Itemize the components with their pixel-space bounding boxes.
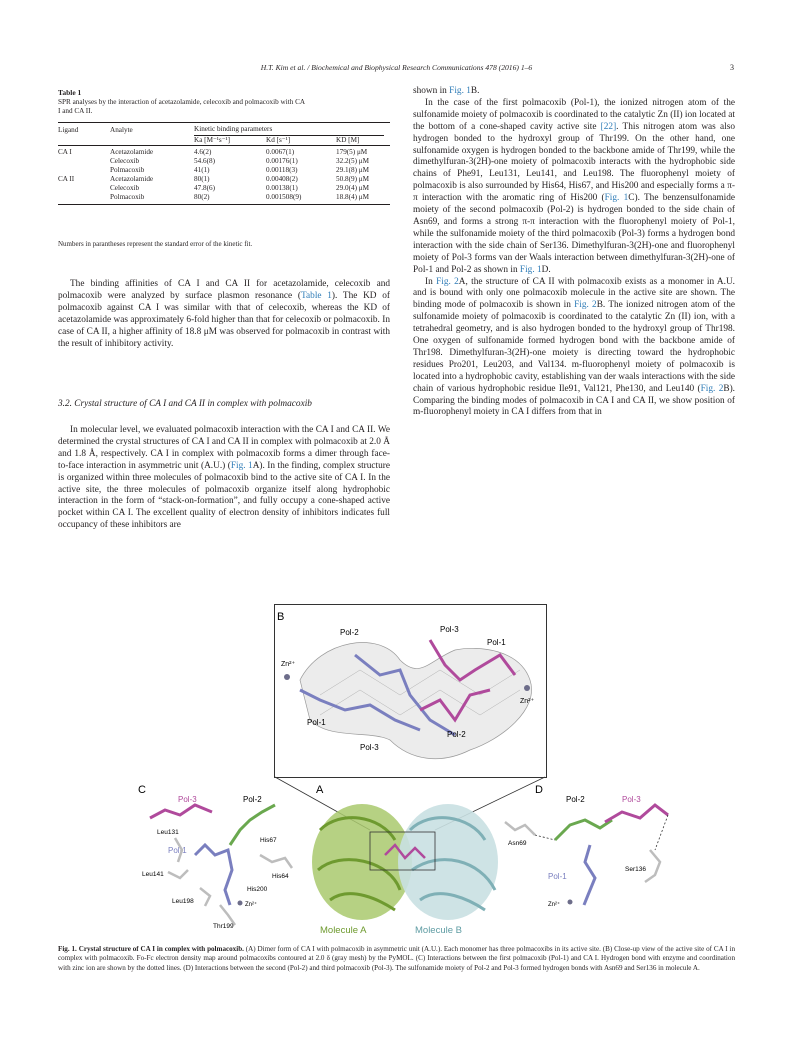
- head-analyte: Analyte: [110, 126, 133, 134]
- spr-table: [58, 122, 390, 205]
- zinc-ion-b1: [284, 674, 290, 680]
- pol1-sticks-c: [195, 845, 232, 905]
- pol2-label: Pol-2: [243, 795, 262, 804]
- res-his200-label: His200: [247, 886, 268, 893]
- panel-b-label: B: [277, 611, 285, 623]
- panel-d-label: D: [535, 784, 543, 796]
- pol2-label: Pol-2: [340, 628, 359, 637]
- zn-label: Zn²⁺: [281, 661, 296, 668]
- table-label: Table 1: [58, 88, 82, 97]
- molecule-b-structure: [398, 804, 498, 920]
- pol3-sticks-c: [150, 805, 212, 818]
- table-row: Celecoxib 54.6(8) 0.00176(1) 32.2(5) μM: [110, 157, 370, 165]
- head-kinetic-group: [194, 123, 390, 137]
- head-KD: KD [M]: [336, 136, 360, 144]
- left-para-1: The binding affinities of CA I and CA II for acetazolamide, celecoxib and polmacoxib were analyzed by surface plasmon resonance (Table 1). The KD of polmacoxib against CA I was similar with that of celecoxib, whereas the KD of acetazolamide was approximately 6-fold higher than that for celecoxib or polmacoxib. In case of CA II, a higher affinity of 18.8 μM was observed for polmacoxib in contrast with the result of inhibitory activity.: [58, 279, 390, 349]
- table-caption-line1: SPR analyses by the interaction of acetazolamide, celecoxib and polmacoxib with CA: [58, 98, 306, 106]
- res-leu141-label: Leu141: [142, 871, 164, 878]
- zinc-ion-d: [568, 900, 573, 905]
- panel-c-label: C: [138, 784, 146, 796]
- head-ligand: Ligand: [58, 126, 79, 134]
- res-asn69-label: Asn69: [508, 840, 527, 847]
- table1-link[interactable]: Table 1: [301, 290, 332, 301]
- table-row: Polmacoxib 41(1) 0.00118(3) 29.1(8) μM: [110, 166, 370, 174]
- fig2-link[interactable]: Fig. 2: [574, 300, 597, 311]
- fig1-link[interactable]: Fig. 1: [519, 264, 542, 275]
- table-note: Numbers in parantheses represent the standard error of the kinetic fit.: [58, 240, 253, 248]
- table-caption-line2: I and CA II.: [58, 107, 93, 115]
- zn-label: Zn²⁺: [548, 902, 561, 908]
- fig1-link[interactable]: Fig. 1: [604, 193, 629, 204]
- res-leu131-label: Leu131: [157, 829, 179, 836]
- figure-caption: [58, 945, 735, 973]
- pol2-label: Pol-2: [447, 730, 466, 739]
- pol3-label: Pol-3: [440, 625, 459, 634]
- pol2-sticks-d: [555, 820, 612, 840]
- left-para-2: In molecular level, we evaluated polmacoxib interaction with the CA I and CA II. We determined the crystal structures of CA I and CA II in complex with polmacoxib at 2.0 Å and 1.8 Å, respectively. CA I in complex with polmacoxib forms a dimer through face-to-face interaction in asymmetric unit (A.U.) (Fig. 1A). In the finding, complex structure is organized within three molecules of polmacoxib bind to the active site of CA I. In the active site, the three molecules of polmacoxib organize itself along hydrophobic interaction in the form of “stack-on-formation”, and fully occupy a cone-shaped active pocket within CA I. The excellent quality of electron density of inhibitors indicates full occupancy of these inhibitors are: [58, 425, 391, 531]
- zn-label: Zn²⁺: [245, 902, 258, 908]
- caption-title: Fig. 1. Crystal structure of CA I in complex with polmacoxib.: [58, 945, 244, 953]
- pol1-label: Pol-1: [168, 846, 187, 855]
- res-thr199-label: Thr199: [213, 923, 234, 930]
- fig1-link[interactable]: Fig. 1: [449, 86, 471, 96]
- pol1-label: Pol-1: [548, 872, 567, 881]
- head-ka: Ka [M⁻¹s⁻¹]: [194, 136, 231, 144]
- table-row: Polmacoxib 80(2) 0.001508(9) 18.8(4) μM: [58, 193, 390, 205]
- res-ser136-label: Ser136: [625, 866, 646, 873]
- panel-a-label: A: [316, 784, 324, 796]
- pol1-label: Pol-1: [307, 718, 326, 727]
- right-column: shown in Fig. 1B. In the case of the first polmacoxib (Pol-1), the ionized nitrogen atom of the sulfonamide moiety of polmacoxib is coordinated to the catalytic Zn (II) ion located at the bottom of a cone-shaped cavity active site [22]. This nitrogen atom was also hydrogen bonded to the hydroxyl group of Thr199. On the other hand, one sulfonamide oxygen is hydrogen bonded to the backbone amide of Thr199, while the dimethylfuran-3(2H)-one moiety of polmacoxib interacts with the hydrophobic side chains of Phe91, Leu131, Leu141, and Leu198. The fluorophenyl moiety of polmacoxib is also surrounded by His64, His67, and His200 and especially forms a π-π interaction with the aromatic ring of His200 (Fig. 1C). The benzensulfonamide moiety of the second polmacoxib (Pol-2) is hydrogen bonded to the side chain of Asn69, and forms a strong π-π interaction with the fluorophenyl moiety of Pol-1, while the sulfonamide moiety of the third polmacoxib (Pol-3) forms a hydrogen bond interaction with the side chain of Ser136. Dimethylfuran-3(2H)-one and fluorophenyl moiety of Pol-3 forms van der Waals interaction between dimethylfuran-3(2H)-one of Pol-1 and Pol-2 as shown in Fig. 1D. In Fig. 2A, the structure of CA II with polmacoxib exists as a monomer in A.U. and is bound with only one polmacoxib molecule in the active site are shown. The binding mode of polmacoxib is shown in Fig. 2B. The ionized nitrogen atom of the sulfonamide moiety of polmacoxib is coordinated to the catalytic Zn (II) ion, with a tetrahedral geometry, and is also hydrogen bonded to the hydroxyl group of Thr198. One oxygen of sulfonamide formed hydrogen bond with the backbone amide of Thr198. Dimethylfuran-3(2H)-one moiety is directing toward the hydrophobic residues Pro201, Leu203, and Val134. m-fluorophenyl moiety of polmacoxib is located into a hydrophobic cavity, establishing van der waals interactions with the side chain of various hydrophobic residue Ile91, Val121, Phe130, and Leu140 (Fig. 2B). Comparing the binding modes of polmacoxib in CA I and CA II, we show position of m-fluorophenyl moiety in CA I differs from that in: [413, 86, 736, 418]
- pol2-label: Pol-2: [566, 795, 585, 804]
- table-row: CA II Acetazolamide 80(1) 0.00408(2) 50.8(9) μM: [58, 175, 370, 183]
- section-heading: 3.2. Crystal structure of CA I and CA II in complex with polmacoxib: [58, 399, 312, 409]
- zinc-ion-c: [238, 901, 243, 906]
- head-kd: Kd [s⁻¹]: [266, 136, 291, 144]
- zn-label: Zn²⁺: [520, 698, 535, 705]
- caption-text: (A) Dimer form of CA I with polmacoxib in asymmetric unit (A.U.). Each monomer has three polmacoxibs in its active site. (B) Close-up view of the active site of CA I in complex with polmacoxib. Fo-Fc electron density map around polmacoxibs contoured at 2.0 δ (gray mesh) by the PyMOL. (C) Interactions between the first polmacoxib (Pol-1) and CA I. Hydrogen bond with enzyme and coordination with zinc ion are shown by the dotted lines. (D) Interactions between the second (Pol-2) and third polmacoxib (Pol-3). The sulfonamide moiety of Pol-2 and Pol-3 formed hydrogen bonds with Asn69 and Ser136 in molecule A.: [58, 945, 736, 972]
- pol3-label: Pol-3: [622, 795, 641, 804]
- table-row: CA I Acetazolamide 4.6(2) 0.0067(1) 179(5) μM: [58, 148, 368, 156]
- pol3-sticks-d: [605, 805, 668, 822]
- ref-22-link[interactable]: [22]: [600, 121, 617, 132]
- page-number: 3: [730, 63, 734, 72]
- zinc-ion-b2: [524, 685, 530, 691]
- table-caption: [58, 98, 390, 116]
- figure-1: [0, 600, 793, 940]
- molecule-a-structure: [312, 804, 412, 920]
- fig2-link[interactable]: Fig. 2: [436, 276, 459, 287]
- pol3-label: Pol-3: [178, 795, 197, 804]
- head-kinetic-text: Kinetic binding parameters: [194, 125, 273, 133]
- pol1-sticks-d: [584, 845, 595, 905]
- table-row: Celecoxib 47.8(6) 0.00138(1) 29.0(4) μM: [110, 184, 370, 192]
- res-his67-label: His67: [260, 837, 277, 844]
- pol1-label: Pol-1: [487, 638, 506, 647]
- fig1-link[interactable]: Fig. 1: [230, 460, 253, 471]
- pol3-label: Pol-3: [360, 743, 379, 752]
- fig2-link[interactable]: Fig. 2: [700, 383, 724, 394]
- running-title: H.T. Kim et al. / Biochemical and Biophysical Research Communications 478 (2016) 1–6: [260, 63, 533, 72]
- res-leu198-label: Leu198: [172, 898, 194, 905]
- molecule-b-label: Molecule B: [415, 925, 462, 936]
- molecule-a-label: Molecule A: [320, 925, 367, 936]
- res-his64-label: His64: [272, 873, 289, 880]
